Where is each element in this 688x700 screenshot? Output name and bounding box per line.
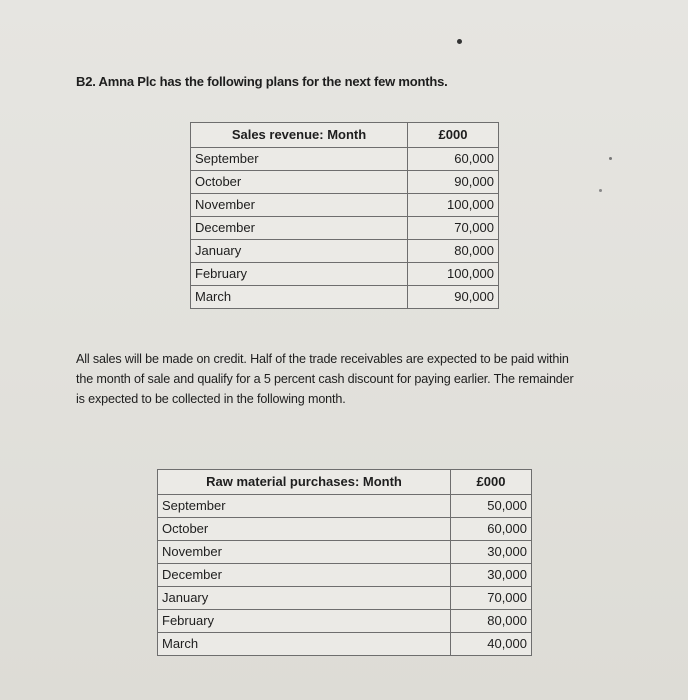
sales-value-header: £000: [408, 123, 499, 148]
table-row: [158, 564, 532, 587]
question-heading: B2. Amna Plc has the following plans for the next few months.: [76, 74, 448, 89]
month-cell: February: [158, 610, 451, 633]
ink-dot: [599, 189, 602, 192]
credit-terms-paragraph: [76, 349, 656, 409]
ink-dot: [609, 157, 612, 160]
table-row: [191, 194, 499, 217]
purchases-value-header: £000: [451, 470, 532, 495]
paragraph-line: the month of sale and qualify for a 5 percent cash discount for paying earlier. The remainder: [76, 372, 574, 386]
value-cell: 90,000: [408, 286, 499, 309]
table-row: [191, 263, 499, 286]
value-cell: 100,000: [408, 194, 499, 217]
month-cell: October: [191, 171, 408, 194]
value-cell: 30,000: [451, 564, 532, 587]
table-row: [191, 286, 499, 309]
month-cell: January: [191, 240, 408, 263]
value-cell: 30,000: [451, 541, 532, 564]
table-row: [158, 587, 532, 610]
value-cell: 100,000: [408, 263, 499, 286]
table-row: [191, 171, 499, 194]
month-cell: November: [158, 541, 451, 564]
value-cell: 40,000: [451, 633, 532, 656]
value-cell: 80,000: [408, 240, 499, 263]
month-cell: October: [158, 518, 451, 541]
table-row: [158, 610, 532, 633]
table-header-row: [158, 470, 532, 495]
month-cell: December: [158, 564, 451, 587]
month-cell: January: [158, 587, 451, 610]
table-row: [158, 518, 532, 541]
value-cell: 50,000: [451, 495, 532, 518]
paragraph-line: is expected to be collected in the following month.: [76, 392, 346, 406]
ink-dot: [457, 39, 462, 44]
table-row: [158, 495, 532, 518]
month-cell: September: [158, 495, 451, 518]
month-cell: March: [158, 633, 451, 656]
value-cell: 80,000: [451, 610, 532, 633]
value-cell: 70,000: [451, 587, 532, 610]
month-cell: September: [191, 148, 408, 171]
month-cell: December: [191, 217, 408, 240]
paragraph-line: All sales will be made on credit. Half of the trade receivables are expected to be paid within: [76, 352, 569, 366]
month-cell: March: [191, 286, 408, 309]
table-row: [191, 217, 499, 240]
table-header-row: [191, 123, 499, 148]
sales-month-header: Sales revenue: Month: [191, 123, 408, 148]
table-row: [158, 633, 532, 656]
sales-revenue-table: [190, 122, 499, 309]
table-row: [191, 240, 499, 263]
value-cell: 90,000: [408, 171, 499, 194]
value-cell: 60,000: [408, 148, 499, 171]
table-row: [158, 541, 532, 564]
month-cell: November: [191, 194, 408, 217]
value-cell: 60,000: [451, 518, 532, 541]
purchases-month-header: Raw material purchases: Month: [158, 470, 451, 495]
month-cell: February: [191, 263, 408, 286]
value-cell: 70,000: [408, 217, 499, 240]
raw-material-purchases-table: [157, 469, 532, 656]
table-row: [191, 148, 499, 171]
